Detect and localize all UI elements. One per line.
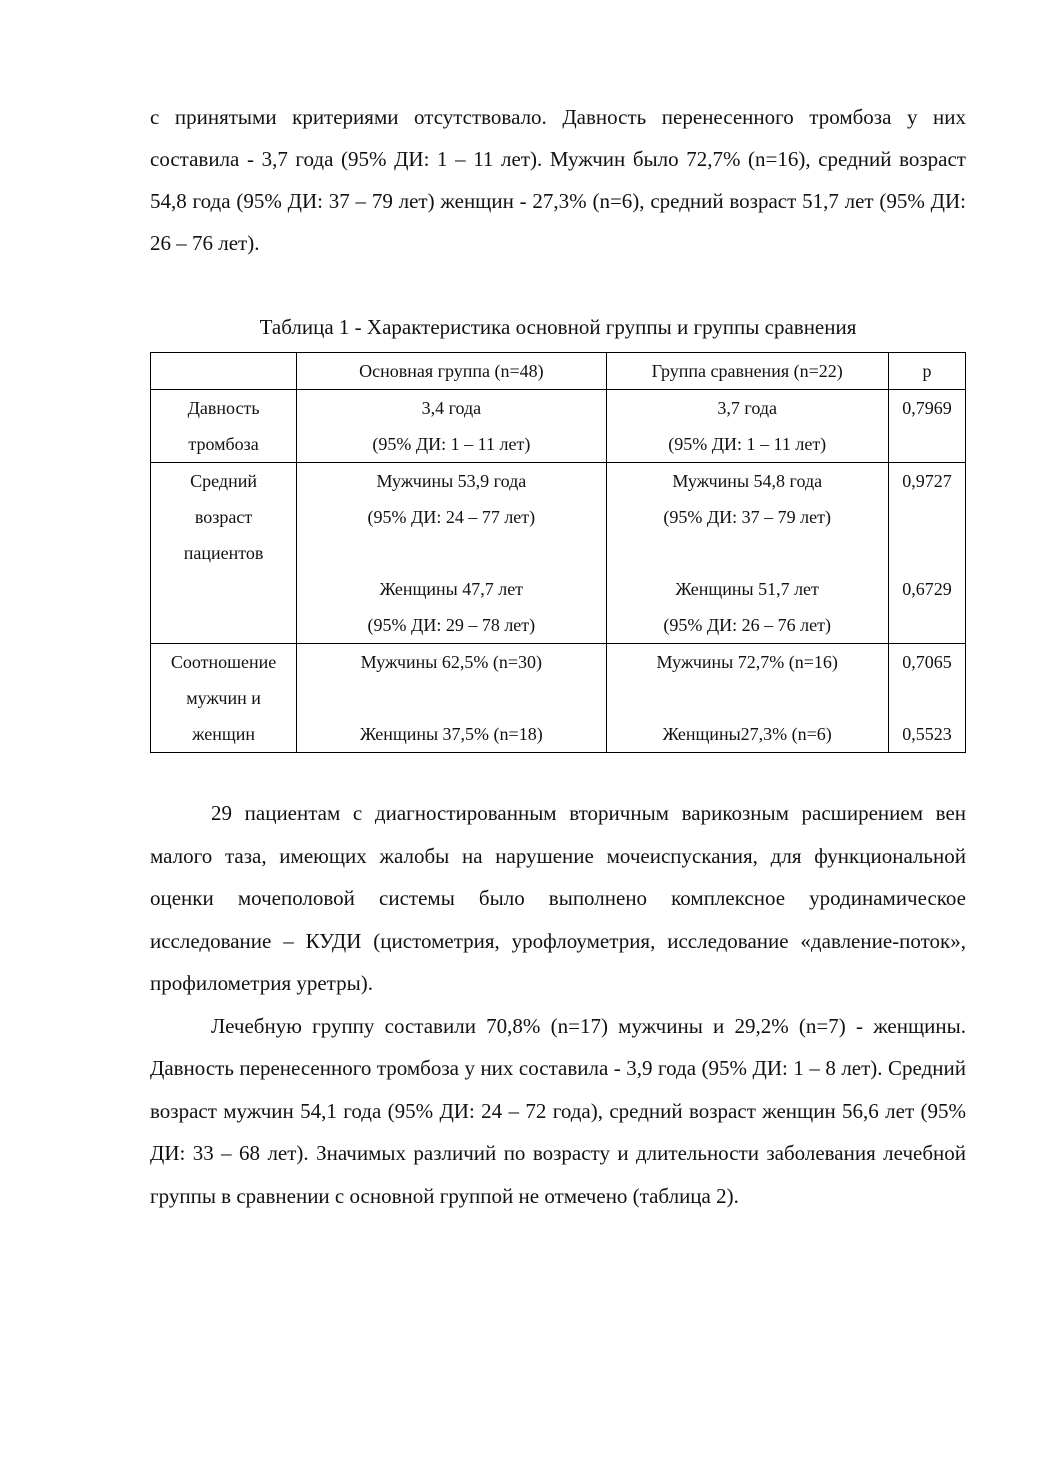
header-cell-empty: [151, 353, 297, 390]
body-text-after-table: [150, 792, 966, 1217]
header-cell-comparison-group: Группа сравнения (n=22): [606, 353, 888, 390]
comparison-group-cell: Мужчины 72,7% (n=16) Женщины27,3% (n=6): [606, 644, 888, 753]
comparison-group-cell: 3,7 года (95% ДИ: 1 – 11 лет): [606, 390, 888, 463]
table-row: [151, 644, 966, 753]
paragraph-urodynamics: 29 пациентам с диагностированным вторичным варикозным расширением вен малого таза, имеющих жалобы на нарушение мочеиспускания, для функциональной оценки мочеполовой системы было выполнено комплексное уродинамическое исследование – КУДИ (цистометрия, урофлоуметрия, исследование «давление-поток», профилометрия уретры).: [150, 801, 966, 995]
p-value-cell: 0,7969: [888, 390, 965, 463]
p-value-cell: 0,7065 0,5523: [888, 644, 965, 753]
table-header-row: [151, 353, 966, 390]
table-caption: Таблица 1 - Характеристика основной группы и группы сравнения: [259, 315, 857, 339]
main-group-cell: 3,4 года (95% ДИ: 1 – 11 лет): [297, 390, 606, 463]
p-value-cell: 0,9727 0,6729: [888, 463, 965, 644]
row-label-cell: Соотношение мужчин и женщин: [151, 644, 297, 753]
document-page: [150, 96, 966, 1208]
table-row: [151, 390, 966, 463]
row-label-cell: Давность тромбоза: [151, 390, 297, 463]
comparison-group-cell: Мужчины 54,8 года (95% ДИ: 37 – 79 лет) Женщины 51,7 лет (95% ДИ: 26 – 76 лет): [606, 463, 888, 644]
header-cell-p: p: [888, 353, 965, 390]
paragraph-treatment-group: Лечебную группу составили 70,8% (n=17) мужчины и 29,2% (n=7) - женщины. Давность перенесенного тромбоза у них составила - 3,9 года (95% ДИ: 1 – 8 лет). Средний возраст мужчин 54,1 года (95% ДИ: 24 – 72 года), средний возраст женщин 56,6 лет (95% ДИ: 33 – 68 лет). Значимых различий по возрасту и длительности заболевания лечебной группы в сравнении с основной группой не отмечено (таблица 2).: [150, 1013, 966, 1208]
intro-paragraph: с принятыми критериями отсутствовало. Давность перенесенного тромбоза у них составила - 3,7 года (95% ДИ: 1 – 11 лет). Мужчин было 72,7% (n=16), средний возраст 54,8 года (95% ДИ: 37 – 79 лет) женщин - 27,3% (n=6), средний возраст 51,7 лет (95% ДИ: 26 – 76 лет).: [150, 105, 966, 255]
main-group-cell: Мужчины 62,5% (n=30) Женщины 37,5% (n=18): [297, 644, 606, 753]
header-cell-main-group: Основная группа (n=48): [297, 353, 606, 390]
characteristics-table: [150, 352, 966, 753]
main-group-cell: Мужчины 53,9 года (95% ДИ: 24 – 77 лет) Женщины 47,7 лет (95% ДИ: 29 – 78 лет): [297, 463, 606, 644]
table-row: [151, 463, 966, 644]
row-label-cell: Средний возраст пациентов: [151, 463, 297, 644]
